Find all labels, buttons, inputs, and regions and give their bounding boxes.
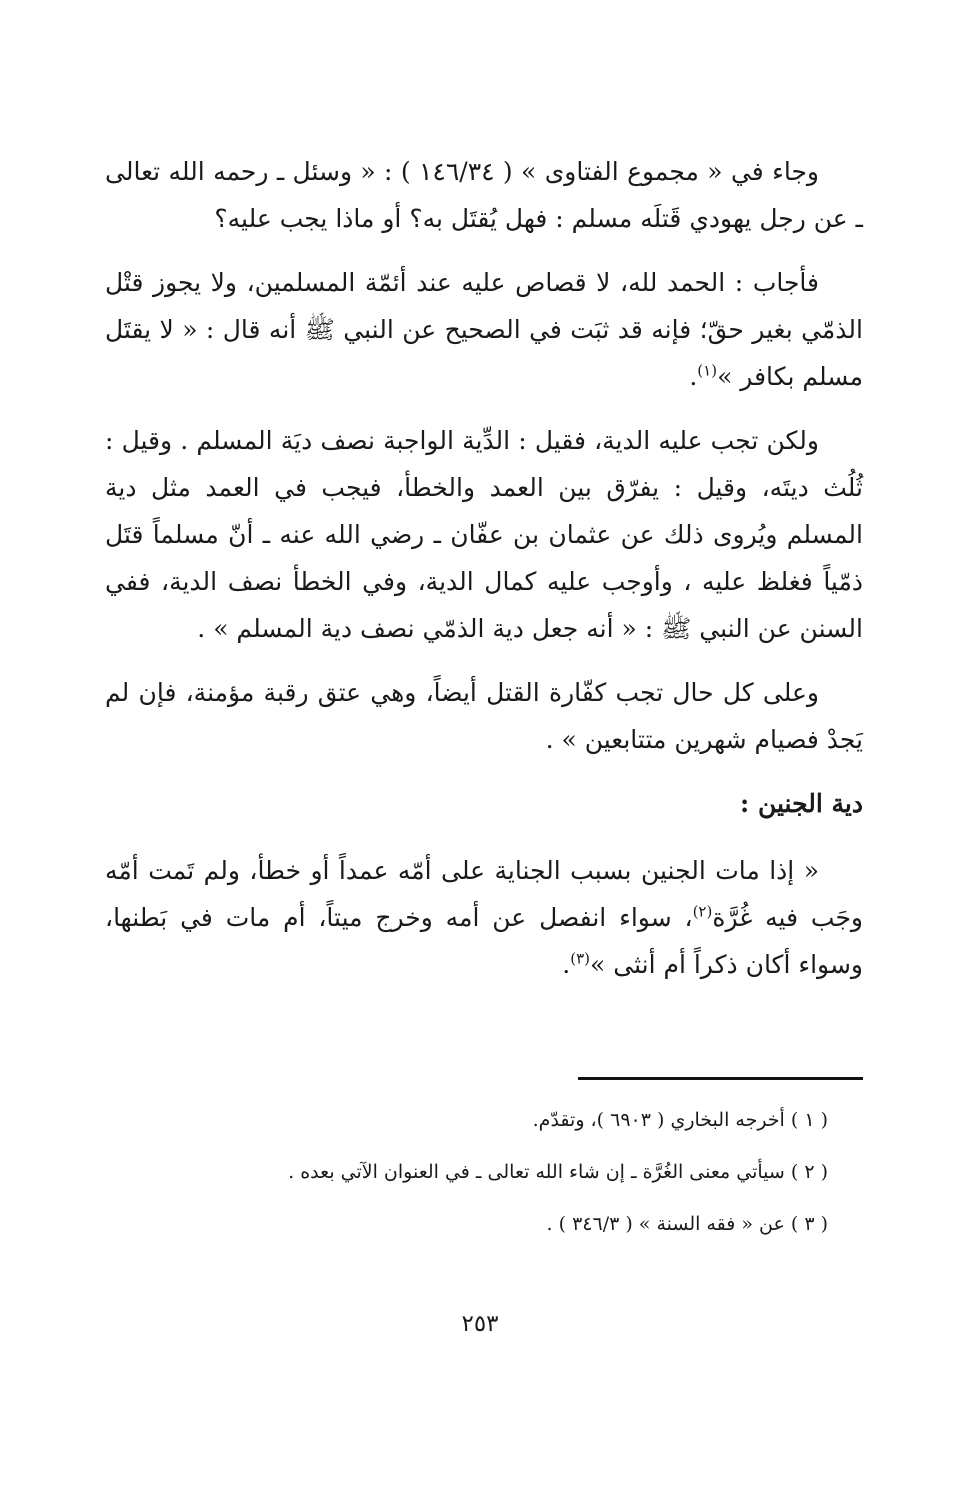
section-heading: دية الجنين :: [740, 789, 863, 818]
page-number: ٢٥٣: [461, 1311, 499, 1337]
paragraph-text: فأجاب : الحمد لله، لا قصاص عليه عند أئمّة المسلمين، ولا يجوز قتْل الذمّي بغير حقّ؛ فإنه قد ثبَت في الصحيح عن النبي ﷺ أنه قال : « لا يقتَل مسلم بكافر »: [105, 268, 863, 391]
footnote-2: ( ٢ ) سيأتي معنى الغُرَّة ـ إن شاء الله تعالى ـ في العنوان الآتي بعده .: [288, 1161, 828, 1183]
paragraph-fatawa-question: [105, 148, 863, 242]
main-text: [105, 148, 863, 1005]
paragraph-answer: [105, 259, 863, 400]
paragraph-diya: [105, 417, 863, 652]
footnote-divider: [578, 1077, 863, 1080]
footnote-reference[interactable]: (٣): [570, 949, 591, 968]
paragraph-text: « إذا مات الجنين بسبب الجناية على أمّه عمداً أو خطأ، ولم تَمت أمّه وجَب فيه غُرَّة: [105, 856, 863, 932]
footnotes: [105, 1094, 828, 1250]
paragraph-text: وعلى كل حال تجب كفّارة القتل أيضاً، وهي عتق رقبة مؤمنة، فإن لم يَجدْ فصيام شهرين متتابعين » .: [105, 678, 863, 754]
paragraph-text: ، سواء انفصل عن أمه وخرج ميتاً، أم مات في بَطنها، وسواء أكان ذكراً أم أنثى »: [105, 903, 863, 979]
paragraph-text: وجاء في « مجموع الفتاوى » ( ١٤٦/٣٤ ) : « وسئل ـ رحمه الله تعالى ـ عن رجل يهودي قَتلَه مسلم : فهل يُقتَل به؟ أو ماذا يجب عليه؟: [105, 157, 863, 233]
footnote-reference[interactable]: (٢): [692, 902, 713, 921]
paragraph-fetus: [105, 847, 863, 988]
footnote-1: ( ١ ) أخرجه البخاري ( ٦٩٠٣ )، وتقدّم.: [532, 1109, 828, 1131]
paragraph-text: ولكن تجب عليه الدية، فقيل : الدِّية الواجبة نصف ديَة المسلم . وقيل : ثُلُث ديتَه، وقيل : يفرّق بين العمد والخطأ، فيجب في العمد مثل دية المسلم ويُروى ذلك عن عثمان بن عفّان ـ رضي الله عنه ـ أنّ مسلماً قتَل ذمّياً فغلظ عليه ، وأوجب عليه كمال الدية، وفي الخطأ نصف الدية، ففي السنن عن النبي ﷺ : « أنه جعل دية الذمّي نصف دية المسلم » .: [105, 426, 863, 643]
punctuation: .: [562, 950, 571, 979]
footnote-3: ( ٣ ) عن « فقه السنة » ( ٣٤٦/٣ ) .: [546, 1213, 828, 1235]
paragraph-kaffara: [105, 669, 863, 763]
punctuation: .: [689, 362, 698, 391]
footnote-reference[interactable]: (١): [697, 361, 718, 380]
